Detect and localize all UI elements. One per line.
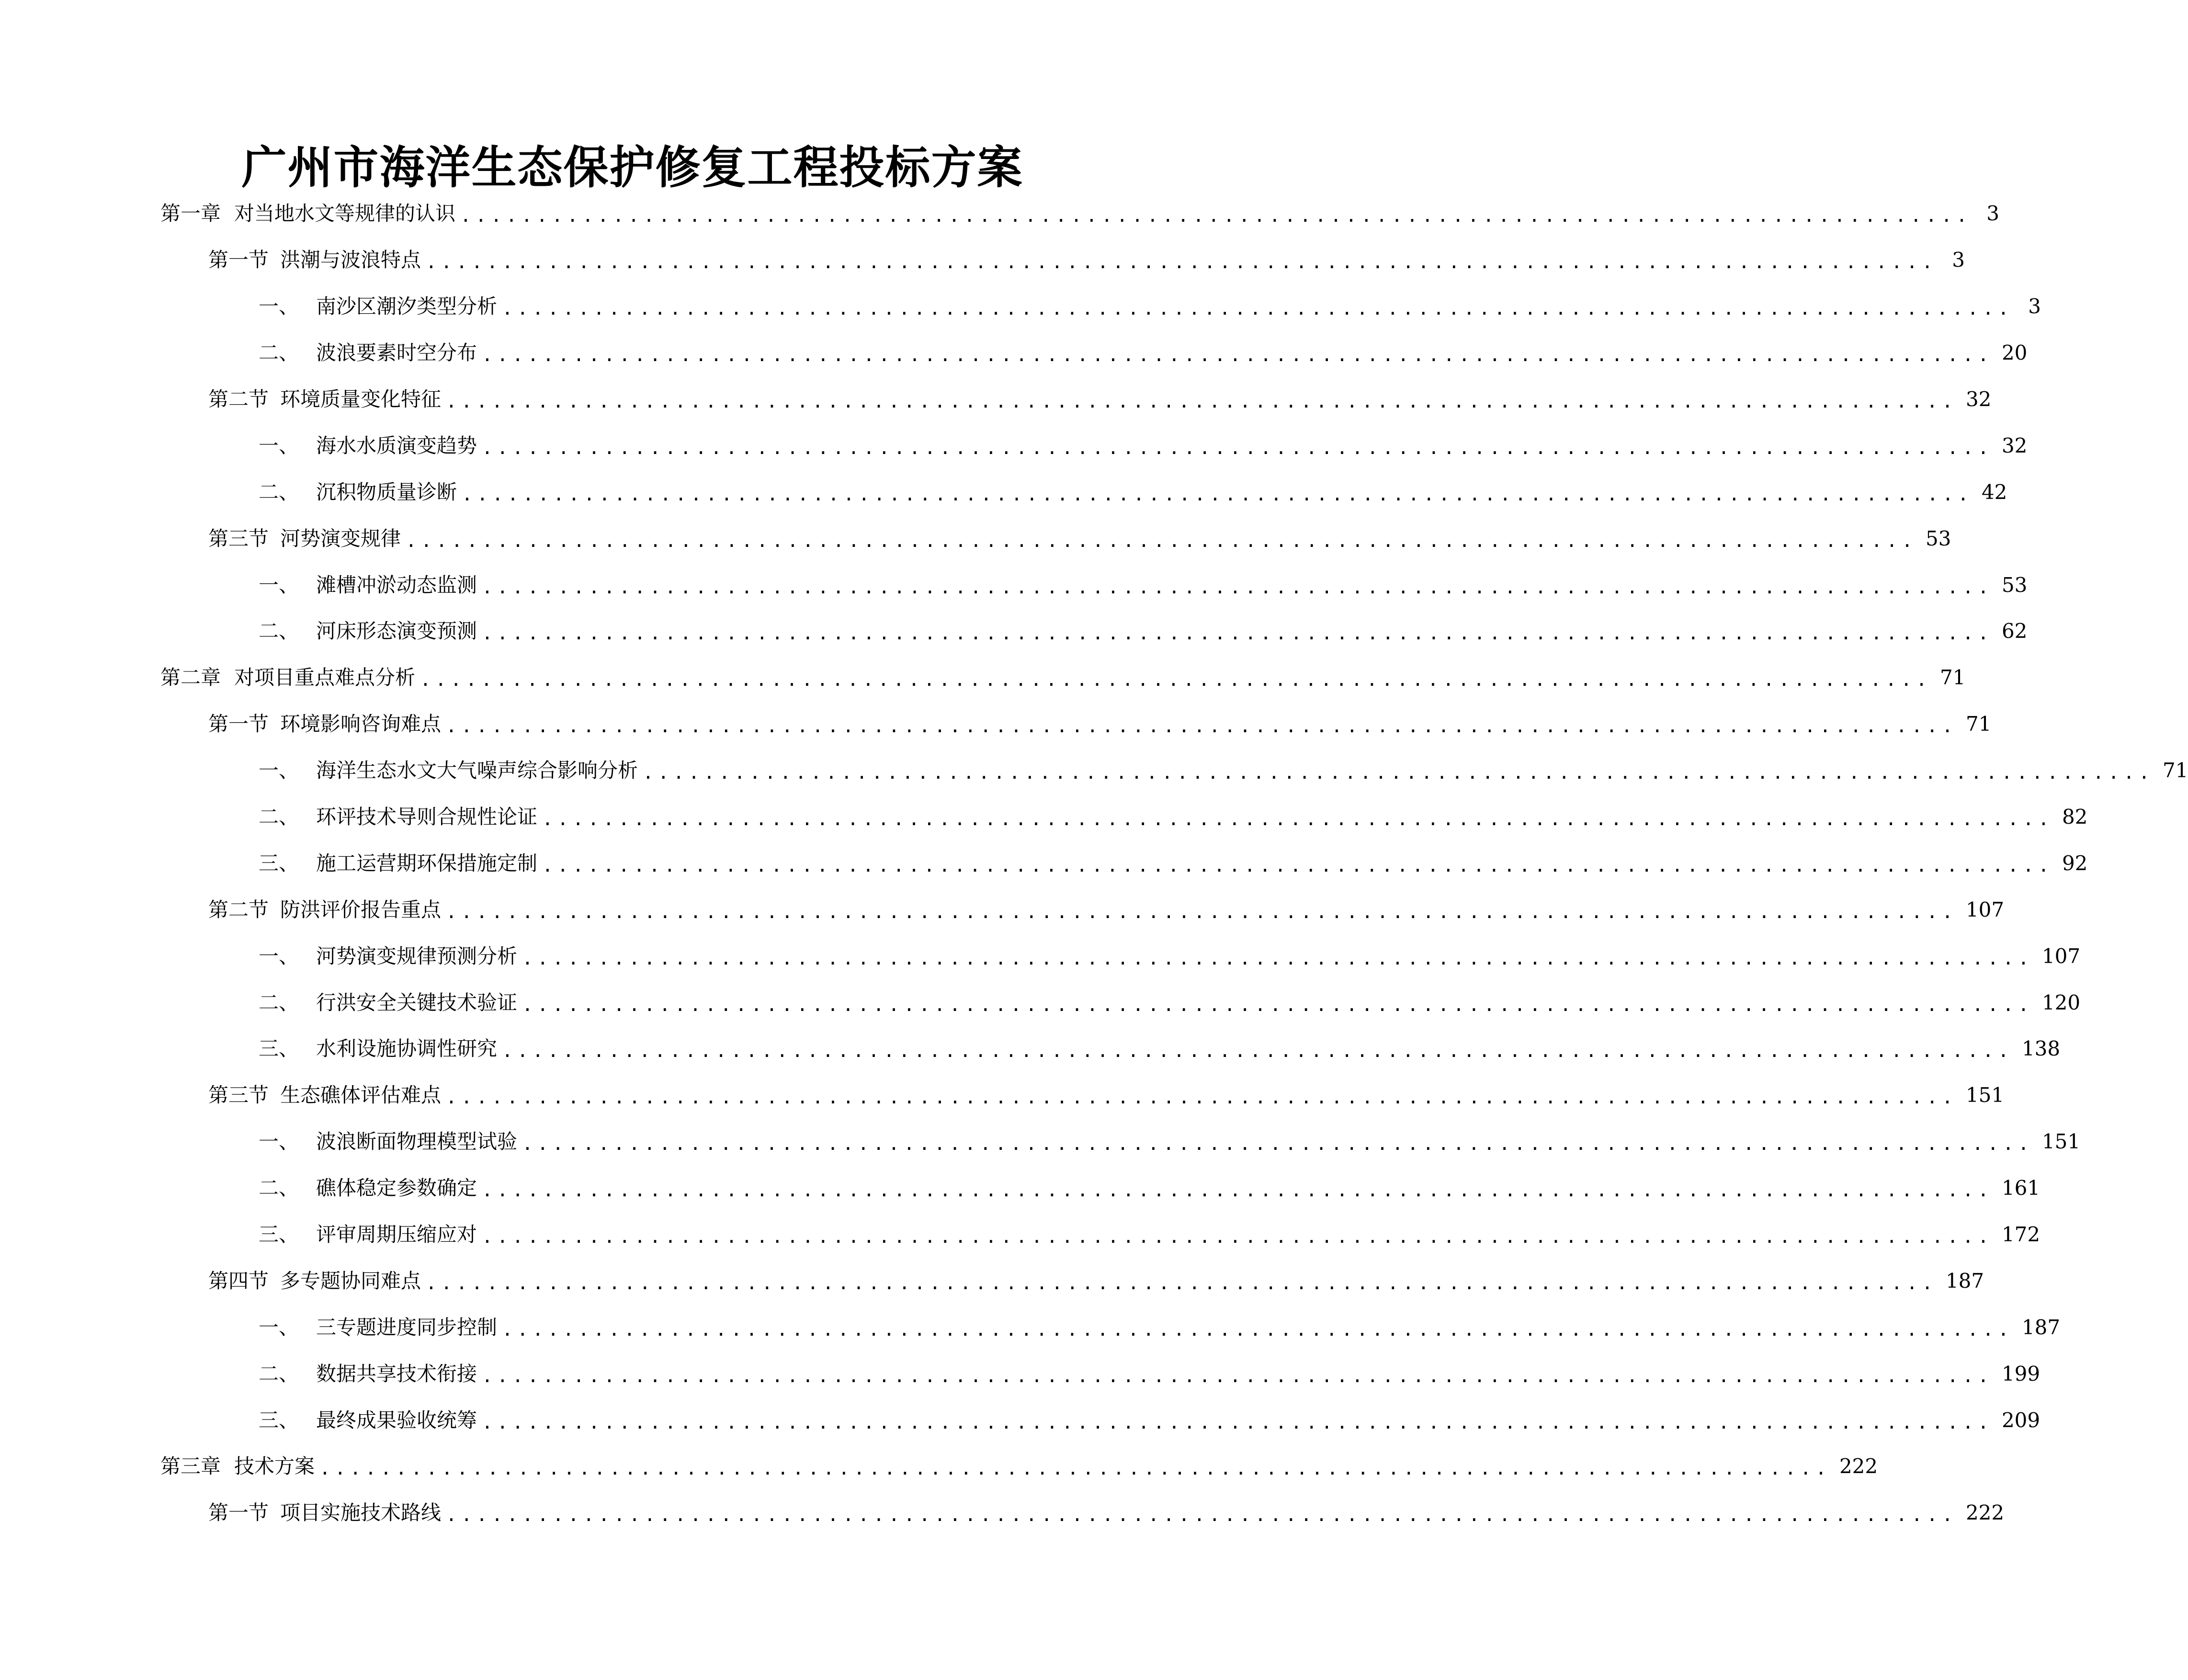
toc-entry-page-number: 187 bbox=[2021, 1315, 2061, 1339]
toc-entry[interactable] bbox=[0, 886, 2005, 933]
toc-dot-leader: ................................................................................................... bbox=[482, 1226, 1993, 1248]
toc-entry[interactable] bbox=[0, 748, 2188, 794]
toc-entry-number: 二、 bbox=[259, 805, 299, 829]
toc-dot-leader: ................................................................................................... bbox=[462, 483, 1973, 505]
toc-entry-label: 环境影响咨询难点 bbox=[280, 712, 442, 736]
toc-entry-page-number: 187 bbox=[1945, 1269, 1984, 1293]
toc-entry[interactable] bbox=[0, 608, 2028, 655]
toc-entry-page-number: 138 bbox=[2021, 1037, 2061, 1061]
toc-entry-label: 沉积物质量诊断 bbox=[316, 480, 457, 504]
toc-entry-number: 一、 bbox=[259, 759, 299, 783]
toc-entry-label: 环境质量变化特征 bbox=[280, 387, 442, 411]
toc-entry-label: 对项目重点难点分析 bbox=[234, 666, 416, 690]
toc-entry-number: 三、 bbox=[259, 1223, 299, 1247]
toc-entry[interactable] bbox=[0, 1119, 2081, 1165]
toc-entry[interactable] bbox=[0, 562, 2028, 608]
toc-entry-page-number: 53 bbox=[2001, 573, 2028, 597]
toc-dot-leader: ................................................................................................... bbox=[482, 344, 1993, 366]
toc-entry-number: 第二章 bbox=[160, 666, 221, 690]
toc-entry-label: 河势演变规律 bbox=[280, 526, 401, 550]
toc-dot-leader: ................................................................................................... bbox=[522, 994, 2033, 1015]
toc-entry-page-number: 82 bbox=[2062, 805, 2088, 829]
toc-entry-label: 最终成果验收统筹 bbox=[316, 1408, 477, 1432]
toc-entry-label: 行洪安全关键技术验证 bbox=[316, 990, 518, 1014]
toc-entry-label: 数据共享技术衔接 bbox=[316, 1362, 477, 1385]
toc-entry-page-number: 3 bbox=[1986, 202, 1999, 226]
toc-entry-page-number: 42 bbox=[1981, 480, 2007, 504]
toc-entry-label: 洪潮与波浪特点 bbox=[280, 248, 421, 272]
toc-dot-leader: ................................................................................................... bbox=[502, 1040, 2013, 1062]
toc-entry-label: 三专题进度同步控制 bbox=[316, 1315, 498, 1339]
toc-dot-leader: ................................................................................................... bbox=[482, 623, 1993, 644]
toc-entry[interactable] bbox=[0, 191, 1999, 237]
toc-entry-number: 第二节 bbox=[208, 897, 269, 921]
toc-entry[interactable] bbox=[0, 1026, 2061, 1072]
toc-entry-label: 水利设施协调性研究 bbox=[316, 1037, 498, 1061]
toc-dot-leader: ................................................................................................... bbox=[446, 391, 1957, 412]
toc-entry-page-number: 151 bbox=[1965, 1083, 2005, 1107]
toc-entry-number: 三、 bbox=[259, 1037, 299, 1061]
toc-entry-number: 三、 bbox=[259, 851, 299, 875]
toc-dot-leader: ................................................................................................... bbox=[502, 1318, 2013, 1340]
toc-entry-label: 多专题协同难点 bbox=[280, 1269, 421, 1293]
toc-dot-leader: ................................................................................................... bbox=[482, 576, 1993, 598]
toc-entry-number: 二、 bbox=[259, 480, 299, 504]
toc-entry-label: 海洋生态水文大气噪声综合影响分析 bbox=[316, 759, 638, 783]
toc-dot-leader: ................................................................................................... bbox=[446, 901, 1957, 922]
toc-entry[interactable] bbox=[0, 1397, 2041, 1443]
toc-entry[interactable] bbox=[0, 1443, 1878, 1490]
toc-entry-page-number: 172 bbox=[2001, 1223, 2041, 1247]
toc-dot-leader: ................................................................................................... bbox=[542, 854, 2053, 876]
toc-entry-number: 二、 bbox=[259, 619, 299, 643]
toc-dot-leader: ................................................................................................... bbox=[406, 530, 1917, 551]
toc-entry-page-number: 71 bbox=[1939, 666, 1966, 690]
toc-entry-number: 第三节 bbox=[208, 526, 269, 550]
toc-entry-number: 一、 bbox=[259, 1315, 299, 1339]
toc-entry-label: 波浪要素时空分布 bbox=[316, 341, 477, 365]
toc-entry-page-number: 199 bbox=[2001, 1362, 2041, 1385]
toc-entry[interactable] bbox=[0, 1072, 2005, 1119]
toc-entry-page-number: 161 bbox=[2001, 1176, 2041, 1200]
toc-entry[interactable] bbox=[0, 1304, 2061, 1351]
toc-entry-page-number: 107 bbox=[1965, 897, 2005, 921]
toc-entry[interactable] bbox=[0, 933, 2081, 979]
toc-entry-number: 一、 bbox=[259, 295, 299, 318]
toc-entry-page-number: 3 bbox=[2028, 295, 2041, 318]
toc-entry[interactable] bbox=[0, 515, 1951, 562]
toc-entry[interactable] bbox=[0, 237, 1965, 284]
page-title: 广州市海洋生态保护修复工程投标方案 bbox=[241, 141, 1023, 194]
toc-entry[interactable] bbox=[0, 422, 2028, 469]
toc-entry-number: 一、 bbox=[259, 573, 299, 597]
toc-entry[interactable] bbox=[0, 979, 2081, 1026]
toc-entry[interactable] bbox=[0, 794, 2088, 840]
toc-entry-label: 滩槽冲淤动态监测 bbox=[316, 573, 477, 597]
table-of-contents bbox=[0, 191, 2188, 1536]
toc-entry-number: 一、 bbox=[259, 433, 299, 457]
toc-dot-leader: ................................................................................................... bbox=[319, 1458, 1831, 1479]
toc-dot-leader: ................................................................................................... bbox=[420, 669, 1931, 691]
toc-entry-number: 二、 bbox=[259, 990, 299, 1014]
toc-dot-leader: ................................................................................................... bbox=[426, 1272, 1937, 1294]
toc-entry-page-number: 92 bbox=[2062, 851, 2088, 875]
toc-entry-label: 防洪评价报告重点 bbox=[280, 897, 442, 921]
toc-entry-number: 二、 bbox=[259, 341, 299, 365]
toc-entry[interactable] bbox=[0, 1212, 2041, 1258]
toc-entry-page-number: 20 bbox=[2001, 341, 2028, 365]
toc-entry-number: 三、 bbox=[259, 1408, 299, 1432]
toc-entry-page-number: 120 bbox=[2041, 990, 2081, 1014]
toc-entry[interactable] bbox=[0, 1258, 1984, 1304]
toc-entry-page-number: 53 bbox=[1925, 526, 1951, 550]
toc-dot-leader: ................................................................................................... bbox=[460, 205, 1972, 227]
toc-entry-label: 河床形态演变预测 bbox=[316, 619, 477, 643]
toc-entry-label: 施工运营期环保措施定制 bbox=[316, 851, 538, 875]
toc-entry-label: 海水水质演变趋势 bbox=[316, 433, 477, 457]
toc-entry-label: 评审周期压缩应对 bbox=[316, 1223, 477, 1247]
toc-entry-page-number: 151 bbox=[2041, 1130, 2081, 1154]
toc-entry-label: 项目实施技术路线 bbox=[280, 1501, 442, 1525]
toc-entry-page-number: 107 bbox=[2041, 944, 2081, 968]
toc-entry-label: 波浪断面物理模型试验 bbox=[316, 1130, 518, 1154]
toc-entry-label: 河势演变规律预测分析 bbox=[316, 944, 518, 968]
toc-entry-label: 技术方案 bbox=[234, 1454, 315, 1478]
toc-entry-number: 第四节 bbox=[208, 1269, 269, 1293]
toc-dot-leader: ................................................................................................... bbox=[446, 715, 1957, 737]
toc-dot-leader: ................................................................................................... bbox=[482, 437, 1993, 458]
toc-dot-leader: ................................................................................................... bbox=[446, 1504, 1957, 1526]
toc-entry-page-number: 3 bbox=[1952, 248, 1965, 272]
toc-entry-number: 二、 bbox=[259, 1362, 299, 1385]
toc-dot-leader: ................................................................................................... bbox=[522, 947, 2033, 969]
toc-entry-number: 二、 bbox=[259, 1176, 299, 1200]
toc-entry[interactable] bbox=[0, 1490, 2005, 1536]
toc-entry-page-number: 32 bbox=[1965, 387, 1992, 411]
toc-dot-leader: ................................................................................................... bbox=[542, 808, 2053, 830]
toc-entry-number: 一、 bbox=[259, 1130, 299, 1154]
toc-entry[interactable] bbox=[0, 840, 2088, 886]
toc-dot-leader: ................................................................................................... bbox=[482, 1180, 1993, 1201]
toc-entry[interactable] bbox=[0, 330, 2028, 376]
toc-entry-page-number: 222 bbox=[1965, 1501, 2005, 1525]
toc-entry[interactable] bbox=[0, 284, 2041, 330]
toc-dot-leader: ................................................................................................... bbox=[522, 1133, 2033, 1155]
toc-entry-page-number: 222 bbox=[1839, 1454, 1878, 1478]
toc-entry-label: 对当地水文等规律的认识 bbox=[234, 202, 456, 226]
toc-entry[interactable] bbox=[0, 701, 1992, 748]
toc-entry-number: 第二节 bbox=[208, 387, 269, 411]
toc-entry-page-number: 209 bbox=[2001, 1408, 2041, 1432]
toc-entry-page-number: 62 bbox=[2001, 619, 2028, 643]
toc-dot-leader: ................................................................................................... bbox=[482, 1411, 1993, 1433]
toc-entry-number: 第三节 bbox=[208, 1083, 269, 1107]
toc-entry-number: 第一节 bbox=[208, 1501, 269, 1525]
toc-entry-number: 一、 bbox=[259, 944, 299, 968]
toc-entry-label: 环评技术导则合规性论证 bbox=[316, 805, 538, 829]
toc-dot-leader: ................................................................................................... bbox=[502, 298, 2013, 319]
toc-entry-page-number: 32 bbox=[2001, 433, 2028, 457]
toc-dot-leader: ................................................................................................... bbox=[482, 1365, 1993, 1386]
toc-dot-leader: ................................................................................................... bbox=[426, 251, 1937, 273]
toc-entry-label: 生态礁体评估难点 bbox=[280, 1083, 442, 1107]
toc-entry-number: 第一章 bbox=[160, 202, 221, 226]
toc-entry-page-number: 71 bbox=[1965, 712, 1992, 736]
toc-dot-leader: ................................................................................................... bbox=[643, 762, 2154, 783]
toc-entry[interactable] bbox=[0, 1351, 2041, 1397]
toc-dot-leader: ................................................................................................... bbox=[446, 1087, 1957, 1108]
toc-entry[interactable] bbox=[0, 469, 2007, 515]
toc-entry[interactable] bbox=[0, 376, 1992, 423]
toc-entry-label: 南沙区潮汐类型分析 bbox=[316, 295, 498, 318]
toc-entry-number: 第一节 bbox=[208, 712, 269, 736]
toc-entry[interactable] bbox=[0, 655, 1966, 701]
toc-entry[interactable] bbox=[0, 1165, 2041, 1212]
toc-entry-label: 礁体稳定参数确定 bbox=[316, 1176, 477, 1200]
toc-entry-number: 第一节 bbox=[208, 248, 269, 272]
toc-entry-page-number: 71 bbox=[2162, 759, 2188, 783]
toc-entry-number: 第三章 bbox=[160, 1454, 221, 1478]
